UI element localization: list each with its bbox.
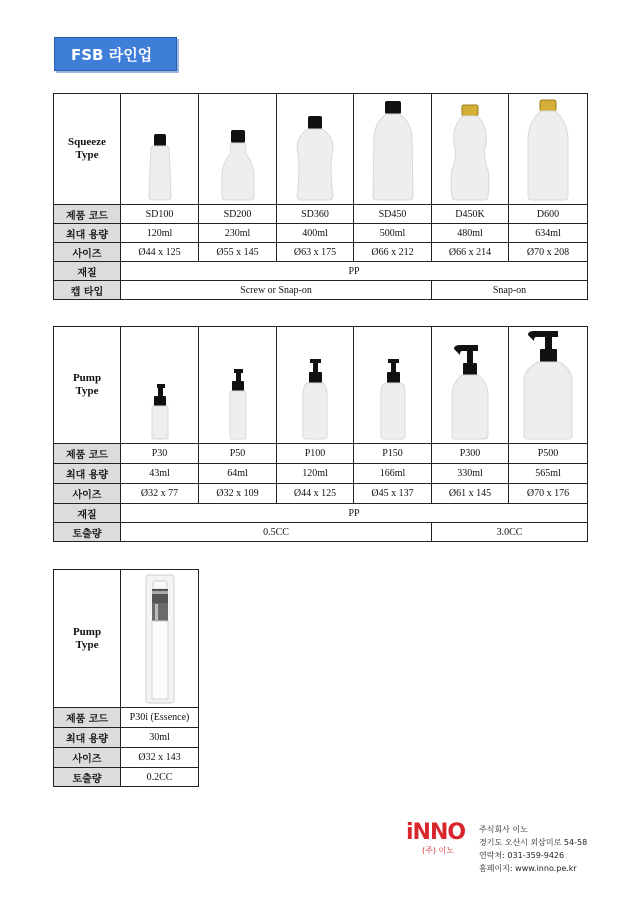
product-image-p300 — [432, 327, 509, 444]
section-title: FSB 라인업 — [54, 37, 177, 71]
product-image-d450k — [432, 94, 509, 205]
capacity-cell: 43ml — [121, 464, 199, 484]
capacity-cell: 166ml — [354, 464, 432, 484]
product-image-p30 — [121, 327, 199, 444]
dispense-cell: 0.2CC — [121, 768, 199, 787]
product-image-sd200 — [199, 94, 277, 205]
bottle-p500-image — [518, 329, 578, 441]
code-cell: P150 — [354, 444, 432, 464]
cap-type-cell: Snap-on — [432, 281, 588, 300]
row-label-code: 제품 코드 — [54, 444, 121, 464]
row-label-code: 제품 코드 — [54, 708, 121, 728]
code-cell: P100 — [277, 444, 354, 464]
pump-type-label: Pump Type — [54, 327, 121, 444]
row-label-material: 재질 — [54, 504, 121, 523]
row-label-material: 재질 — [54, 262, 121, 281]
capacity-cell: 64ml — [199, 464, 277, 484]
capacity-cell: 565ml — [509, 464, 588, 484]
row-label-capacity: 최대 용량 — [54, 464, 121, 484]
company-phone: 연락처: 031-359-9426 — [479, 851, 565, 860]
size-cell: Ø55 x 145 — [199, 243, 277, 262]
capacity-cell: 330ml — [432, 464, 509, 484]
code-cell: SD200 — [199, 205, 277, 224]
pump-essence-table — [53, 569, 199, 787]
company-logo: iNNO — [406, 820, 466, 845]
product-image-p50 — [199, 327, 277, 444]
code-cell: P300 — [432, 444, 509, 464]
size-cell: Ø61 x 145 — [432, 484, 509, 504]
product-image-sd360 — [277, 94, 354, 205]
product-image-p100 — [277, 327, 354, 444]
pump-essence-type-label: Pump Type — [54, 570, 121, 708]
bottle-p100-image — [295, 329, 335, 441]
code-cell: P30 — [121, 444, 199, 464]
size-cell: Ø70 x 176 — [509, 484, 588, 504]
row-label-code: 제품 코드 — [54, 205, 121, 224]
size-cell: Ø45 x 137 — [354, 484, 432, 504]
row-label-capacity: 최대 용량 — [54, 728, 121, 748]
capacity-cell: 120ml — [121, 224, 199, 243]
size-cell: Ø44 x 125 — [277, 484, 354, 504]
code-cell: SD100 — [121, 205, 199, 224]
material-cell: PP — [121, 262, 588, 281]
capacity-cell: 480ml — [432, 224, 509, 243]
bottle-p300-image — [444, 329, 496, 441]
size-cell: Ø32 x 143 — [121, 748, 199, 768]
capacity-cell: 634ml — [509, 224, 588, 243]
code-cell: SD450 — [354, 205, 432, 224]
code-cell: SD360 — [277, 205, 354, 224]
bottle-p30i-image — [136, 573, 184, 705]
dispense-cell: 0.5CC — [121, 523, 432, 542]
bottle-d600-image — [524, 96, 572, 202]
product-image-p500 — [509, 327, 588, 444]
size-cell: Ø63 x 175 — [277, 243, 354, 262]
company-info — [479, 823, 587, 875]
bottle-sd100-image — [140, 96, 180, 202]
product-image-sd450 — [354, 94, 432, 205]
product-image-sd100 — [121, 94, 199, 205]
row-label-cap-type: 캡 타입 — [54, 281, 121, 300]
code-cell: P500 — [509, 444, 588, 464]
capacity-cell: 30ml — [121, 728, 199, 748]
code-cell: P30i (Essence) — [121, 708, 199, 728]
squeeze-type-table — [53, 93, 588, 300]
bottle-sd360-image — [293, 96, 337, 202]
company-name: 주식회사 이노 — [479, 825, 528, 834]
squeeze-type-label: Squeeze Type — [54, 94, 121, 205]
row-label-capacity: 최대 용량 — [54, 224, 121, 243]
company-website[interactable]: 홈페이지: www.inno.pe.kr — [479, 864, 577, 873]
code-cell: D600 — [509, 205, 588, 224]
capacity-cell: 500ml — [354, 224, 432, 243]
product-image-p30i — [121, 570, 199, 708]
product-image-d600 — [509, 94, 588, 205]
product-image-p150 — [354, 327, 432, 444]
row-label-size: 사이즈 — [54, 484, 121, 504]
capacity-cell: 120ml — [277, 464, 354, 484]
bottle-d450k-image — [448, 96, 492, 202]
code-cell: D450K — [432, 205, 509, 224]
capacity-cell: 400ml — [277, 224, 354, 243]
bottle-sd450-image — [371, 96, 415, 202]
bottle-p50-image — [218, 329, 258, 441]
row-label-size: 사이즈 — [54, 243, 121, 262]
row-label-size: 사이즈 — [54, 748, 121, 768]
bottle-p150-image — [373, 329, 413, 441]
size-cell: Ø70 x 208 — [509, 243, 588, 262]
company-address: 경기도 오산시 외삼미로 54-58 — [479, 838, 588, 847]
material-cell: PP — [121, 504, 588, 523]
size-cell: Ø66 x 212 — [354, 243, 432, 262]
size-cell: Ø32 x 109 — [199, 484, 277, 504]
dispense-cell: 3.0CC — [432, 523, 588, 542]
row-label-dispense: 토출량 — [54, 768, 121, 787]
bottle-sd200-image — [216, 96, 260, 202]
size-cell: Ø66 x 214 — [432, 243, 509, 262]
capacity-cell: 230ml — [199, 224, 277, 243]
cap-type-cell: Screw or Snap-on — [121, 281, 432, 300]
size-cell: Ø32 x 77 — [121, 484, 199, 504]
company-footer — [406, 820, 616, 880]
row-label-dispense: 토출량 — [54, 523, 121, 542]
size-cell: Ø44 x 125 — [121, 243, 199, 262]
code-cell: P50 — [199, 444, 277, 464]
company-logo-sub: (주) 이노 — [422, 846, 454, 855]
pump-type-table — [53, 326, 588, 542]
bottle-p30-image — [140, 329, 180, 441]
